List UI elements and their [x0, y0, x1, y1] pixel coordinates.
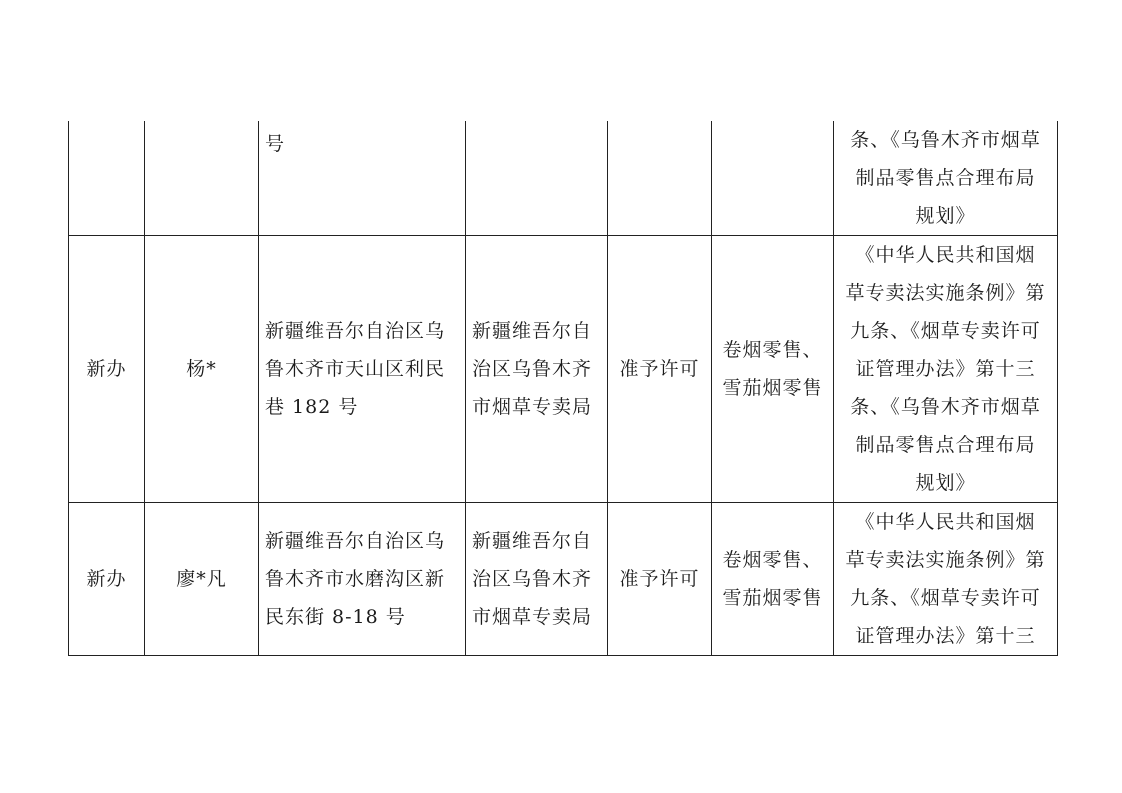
table-row [69, 503, 1058, 656]
address-cell: 新疆维吾尔自治区乌 鲁木齐市水磨沟区新 民东街 8-18 号 [259, 503, 466, 656]
basis-cell: 《中华人民共和国烟 草专卖法实施条例》第 九条、《烟草专卖许可 证管理办法》第十三 条、《乌鲁木齐市烟草 制品零售点合理布局 规划》 [834, 236, 1058, 503]
scope-cell: 卷烟零售、 雪茄烟零售 [712, 236, 834, 503]
type-cell: 新办 [69, 236, 145, 503]
basis-cell: 《中华人民共和国烟 草专卖法实施条例》第 九条、《烟草专卖许可 证管理办法》第十三 [834, 503, 1058, 656]
name-cell: 杨* [145, 236, 259, 503]
license-table [68, 121, 1058, 656]
decision-cell [608, 121, 712, 236]
name-cell: 廖*凡 [145, 503, 259, 656]
scope-cell [712, 121, 834, 236]
authority-cell [466, 121, 608, 236]
type-cell [69, 121, 145, 236]
authority-cell: 新疆维吾尔自 治区乌鲁木齐 市烟草专卖局 [466, 236, 608, 503]
decision-cell: 准予许可 [608, 236, 712, 503]
address-cell: 新疆维吾尔自治区乌 鲁木齐市天山区利民 巷 182 号 [259, 236, 466, 503]
address-cell: 号 [259, 121, 466, 236]
type-cell: 新办 [69, 503, 145, 656]
name-cell [145, 121, 259, 236]
decision-cell: 准予许可 [608, 503, 712, 656]
authority-cell: 新疆维吾尔自 治区乌鲁木齐 市烟草专卖局 [466, 503, 608, 656]
scope-cell: 卷烟零售、 雪茄烟零售 [712, 503, 834, 656]
basis-cell: 条、《乌鲁木齐市烟草 制品零售点合理布局 规划》 [834, 121, 1058, 236]
table-row [69, 121, 1058, 236]
table-row [69, 236, 1058, 503]
